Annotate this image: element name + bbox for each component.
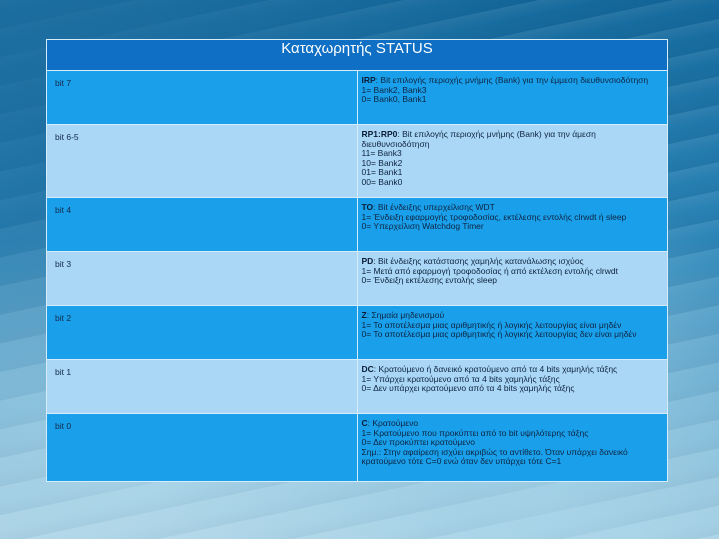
table-row <box>47 252 668 306</box>
bit-value-line: 10= Bank2 <box>361 157 403 168</box>
table-row <box>47 414 668 482</box>
table-row <box>47 198 668 252</box>
bit-label: bit 0 <box>55 421 72 431</box>
bit-value-line: 00= Bank0 <box>361 176 403 187</box>
bit-label: bit 6-5 <box>55 132 79 142</box>
bit-value-line: 1= Κρατούμενο που προκύπτει από το bit υψηλότερης τάξης <box>361 427 589 438</box>
bit-name: DC <box>361 364 374 374</box>
table-title <box>47 40 668 71</box>
bit-value-line: 1= Υπάρχει κρατούμενο από τα 4 bits χαμηλής τάξης <box>361 373 560 384</box>
desc-cell <box>357 252 668 306</box>
bit-description: : Bit ένδειξης υπερχείλισης WDT <box>373 202 495 212</box>
table-row <box>47 306 668 360</box>
table-row <box>47 360 668 414</box>
bit-name: Z <box>361 310 367 320</box>
desc-cell <box>357 125 668 198</box>
bit-description: : Bit ένδειξης κατάστασης χαμηλής κατανάλωσης ισχύος <box>373 256 584 266</box>
bit-cell <box>47 414 358 482</box>
bit-cell <box>47 252 358 306</box>
bit-value-line: 1= Ένδειξη εφαρμογής τροφοδοσίας, εκτέλεσης εντολής clrwdt ή sleep <box>361 211 627 222</box>
bit-name: PD <box>361 256 374 266</box>
bit-value-line: 1= Bank2, Bank3 <box>361 84 427 95</box>
bit-label: bit 1 <box>55 367 72 377</box>
desc-cell <box>357 71 668 125</box>
bit-cell <box>47 360 358 414</box>
bit-value-line: 0= Δεν προκύπτει κρατούμενο <box>361 437 476 447</box>
bit-cell <box>47 306 358 360</box>
bit-label: bit 7 <box>55 78 72 88</box>
bit-value-line: 0= Ένδειξη εκτέλεσης εντολής sleep <box>361 275 498 285</box>
bit-name: C <box>361 418 368 428</box>
desc-cell <box>357 198 668 252</box>
bit-label: bit 4 <box>55 205 72 215</box>
bit-value-line: 01= Bank1 <box>361 167 403 177</box>
status-register-table <box>46 39 668 482</box>
bit-label: bit 2 <box>55 313 72 323</box>
desc-cell <box>357 306 668 360</box>
bit-value-line: 0= Bank0, Bank1 <box>361 94 427 104</box>
bit-value-line: 0= Το αποτέλεσμα μιας αριθμητικής ή λογικής λειτουργίας δεν είναι μηδέν <box>361 329 637 339</box>
bit-value-line: 0= Υπερχείλιση Watchdog Timer <box>361 221 484 231</box>
desc-cell <box>357 360 668 414</box>
bit-description: : Σημαία μηδενισμού <box>366 310 445 320</box>
bit-note-line: Σημ.: Στην αφαίρεση ισχύει ακριβώς το αντίθετο. Όταν υπάρχει δανεικό κρατούμενο τότε C=0 ενώ όταν δεν υπάρχει τότε C=1 <box>361 446 628 466</box>
bit-description: : Κρατούμενο ή δανεικό κρατούμενο από τα 4 bits χαμηλής τάξης <box>373 364 618 374</box>
bit-value-line: 1= Το αποτέλεσμα μιας αριθμητικής ή λογικής λειτουργίας είναι μηδέν <box>361 319 622 330</box>
bit-cell <box>47 71 358 125</box>
bit-name: IRP <box>361 75 376 85</box>
bit-value-line: 11= Bank3 <box>361 148 402 158</box>
table-title-text: Καταχωρητής STATUS <box>281 40 433 57</box>
desc-cell <box>357 414 668 482</box>
bit-description: : Bit επιλογής περιοχής μνήμης (Bank) για την άμεση διευθυνσιοδότηση <box>361 129 596 149</box>
bit-cell <box>47 125 358 198</box>
bit-cell <box>47 198 358 252</box>
bit-description: : Bit επιλογής περιοχής μνήμης (Bank) για την έμμεση διευθυνσιοδότηση <box>375 75 649 85</box>
table-row <box>47 71 668 125</box>
table-row <box>47 125 668 198</box>
bit-name: TO <box>361 202 374 212</box>
bit-name: RP1:RP0 <box>361 129 398 139</box>
bit-value-line: 1= Μετά από εφαρμογή τροφοδοσίας ή από εκτέλεση εντολής clrwdt <box>361 265 618 276</box>
bit-description: : Κρατούμενο <box>367 418 419 428</box>
bit-value-line: 0= Δεν υπάρχει κρατούμενο από τα 4 bits χαμηλής τάξης <box>361 383 575 393</box>
bit-label: bit 3 <box>55 259 72 269</box>
